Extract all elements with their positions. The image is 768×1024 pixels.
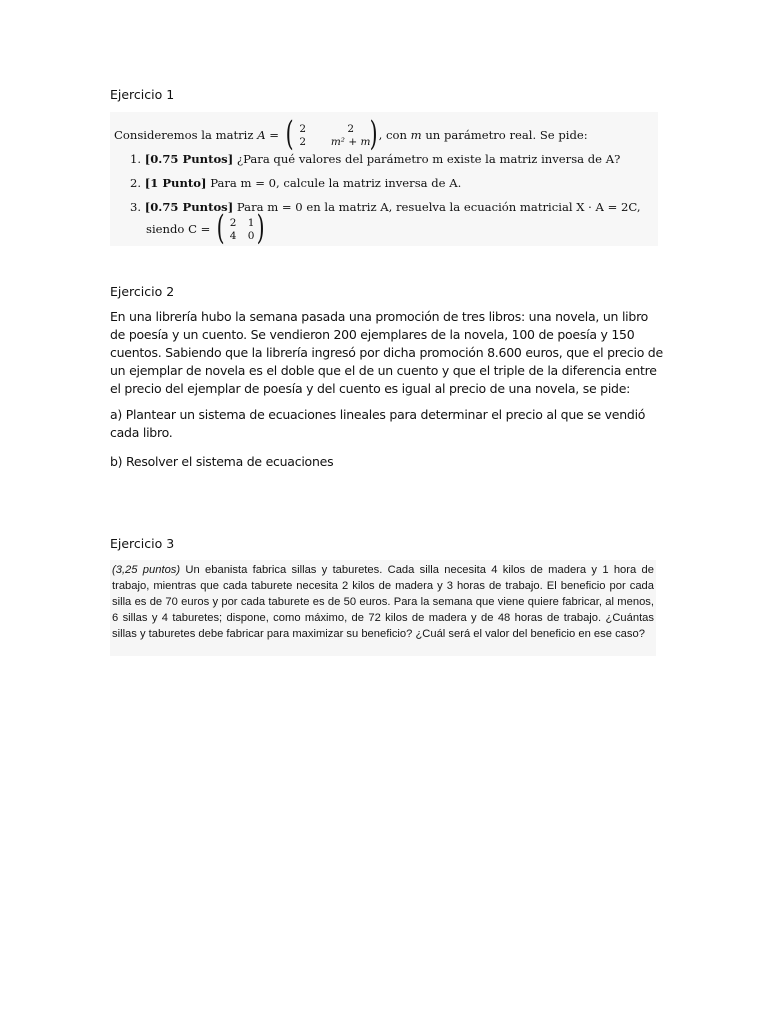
exercise-3-points: (3,25 puntos) [112,564,181,576]
intro-var: A [257,128,266,142]
exercise-3-statement [110,560,656,656]
item-points: [0.75 Puntos] [144,200,234,214]
matrix-a-cell: 2 [299,136,306,148]
intro-m: m [410,128,422,142]
exercise-1-item-2 [130,176,461,190]
matrix-c-cell: 2 [229,217,237,229]
item-text: ¿Para qué valores del parámetro m existe la matriz inversa de A? [236,152,621,166]
matrix-c-cell: 4 [229,230,237,242]
item-points: [1 Punto] [144,176,207,190]
matrix-a: ( 2 2 2 m² + m ) [285,114,378,154]
item-points: [0.75 Puntos] [144,152,234,166]
exercise-1-statement [110,112,658,246]
matrix-c: ( 2 1 4 0 ) [216,208,265,248]
exercise-2-intro [110,308,665,398]
exercise-1-intro [114,114,588,154]
exercise-3-text: Un ebanista fabrica sillas y taburetes. Cada silla necesita 4 kilos de madera y 1 hora de trabajo, mientras que cada taburete necesita 2 kilos de madera y 3 horas de trabajo. El beneficio por cada silla es de 70 euros y por cada taburete es de 50 euros. Para la semana que viene quiere fabricar, al menos, 6 sillas y 4 taburetes; dispone, como máximo, de 72 kilos de madera y de 48 horas de trabajo. ¿Cuántas sillas y taburetes debe fabricar para maximizar su beneficio? ¿Cuál será el valor del beneficio en ese caso? [112,564,654,640]
matrix-a-cell: 2 [299,123,306,135]
item-number: 2. [130,176,142,190]
intro-pre: Consideremos la matriz [114,128,254,142]
exercise-2-intro-text: En una librería hubo la semana pasada una promoción de tres libros: una novela, un libro de poesía y un cuento. Se vendieron 200 ejemplares de la novela, 100 de poesía y 150 cuentos. Sabiendo que la librería ingresó por dicha promoción 8.600 euros, que el precio de un ejemplar de novela es el doble que el de un cuento y que el triple de la diferencia entre el precio del ejemplar de poesía y del cuento es igual al precio de una novela, se pide: [110,309,663,396]
exercise-2-part-b-text: b) Resolver el sistema de ecuaciones [110,454,334,469]
matrix-c-cell: 0 [247,230,255,242]
exercise-1-item-1 [130,152,620,166]
matrix-a-cell: m² + m [330,136,371,148]
exercise-3-heading: Ejercicio 3 [110,536,175,551]
matrix-c-cell: 1 [247,217,255,229]
exercise-2-part-b [110,453,665,471]
intro-eq: = [269,128,279,142]
exercise-1-siendo [146,208,266,248]
item-text: Para m = 0 en la matriz A, resuelva la ecuación matricial X · A = 2C, [236,200,641,214]
exercise-2-part-a-text: a) Plantear un sistema de ecuaciones lineales para determinar el precio al que se vendió cada libro. [110,407,646,440]
siendo-label: siendo C = [146,222,211,236]
item-number: 1. [130,152,142,166]
intro-post-2: un parámetro real. Se pide: [425,128,588,142]
exercise-2-heading: Ejercicio 2 [110,284,175,299]
intro-post-1: , con [378,128,407,142]
item-text: Para m = 0, calcule la matriz inversa de A. [210,176,462,190]
exercise-1-heading: Ejercicio 1 [110,87,175,102]
exercise-2-part-a [110,406,665,442]
matrix-a-cell: 2 [347,123,354,135]
item-number: 3. [130,200,142,214]
exercise-1-item-3 [130,200,641,214]
